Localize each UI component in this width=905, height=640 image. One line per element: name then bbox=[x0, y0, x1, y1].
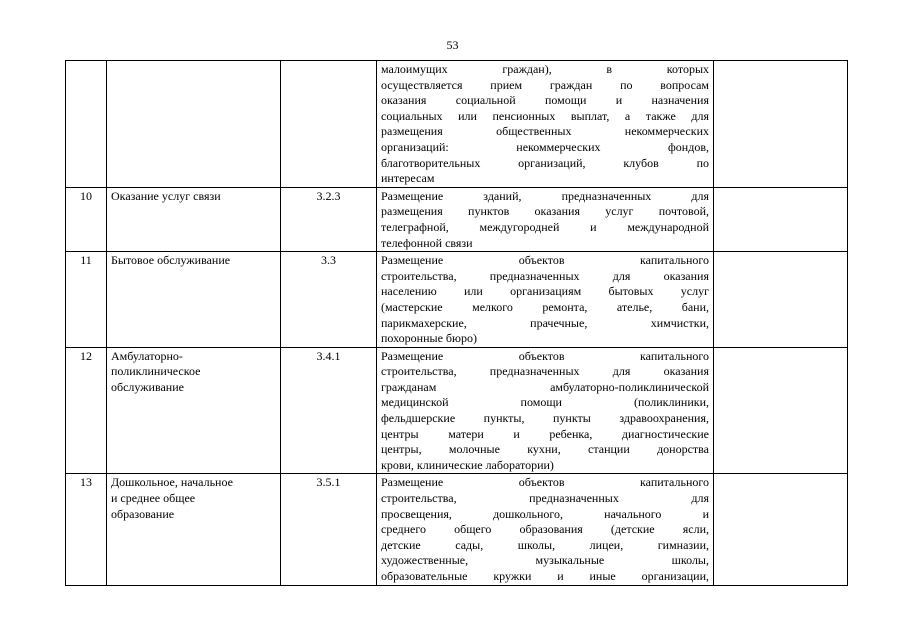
table-row bbox=[66, 474, 848, 585]
notes-cell bbox=[714, 474, 848, 585]
row-number-cell bbox=[66, 61, 107, 188]
description-line: строительства, предназначенных для оказания bbox=[381, 364, 709, 379]
description-line: телеграфной, междугородней и международной bbox=[381, 219, 709, 234]
row-number-cell: 12 bbox=[66, 347, 107, 474]
notes-cell bbox=[714, 252, 848, 348]
row-number-cell: 10 bbox=[66, 187, 107, 251]
description-cell bbox=[377, 474, 714, 585]
description-line: малоимущих граждан), в которых bbox=[381, 62, 709, 76]
use-type-name-line: обслуживание bbox=[111, 379, 184, 394]
description-line: образовательные кружки и иные организации, bbox=[381, 569, 709, 583]
description-line: размещения общественных некоммерческих bbox=[381, 124, 709, 139]
use-type-name-line: поликлиническое bbox=[111, 364, 201, 379]
description-line: просвещения, дошкольного, начального и bbox=[381, 506, 709, 521]
description-cell bbox=[377, 187, 714, 251]
description-line: социальных или пенсионных выплат, а также для bbox=[381, 108, 709, 123]
table-row bbox=[66, 347, 848, 474]
use-type-name-line: Амбулаторно- bbox=[111, 348, 183, 363]
description-cell bbox=[377, 252, 714, 348]
description-line: крови, клинические лаборатории) bbox=[381, 457, 554, 472]
description-line: фельдшерские пункты, пункты здравоохранения, bbox=[381, 411, 709, 426]
use-type-name-cell bbox=[107, 347, 281, 474]
table-body bbox=[66, 61, 848, 586]
table-row bbox=[66, 187, 848, 251]
description-line: детские сады, школы, лицеи, гимназии, bbox=[381, 537, 709, 552]
classifier-code-cell bbox=[281, 61, 377, 188]
description-line: телефонной связи bbox=[381, 235, 473, 250]
description-cell bbox=[377, 61, 714, 188]
description-line: населению или организациям бытовых услуг bbox=[381, 284, 709, 299]
table-row bbox=[66, 61, 848, 188]
description-line: организаций: некоммерческих фондов, bbox=[381, 139, 709, 154]
description-line: оказания социальной помощи и назначения bbox=[381, 93, 709, 108]
description-line: центры, молочные кухни, станции донорства bbox=[381, 442, 709, 457]
description-line: Размещение объектов капитального bbox=[381, 475, 709, 490]
description-line: гражданам амбулаторно-поликлинической bbox=[381, 379, 709, 394]
description-line: медицинской помощи (поликлиники, bbox=[381, 395, 709, 410]
description-line: благотворительных организаций, клубов по bbox=[381, 155, 709, 170]
use-type-name-cell bbox=[107, 61, 281, 188]
classifier-code-cell: 3.4.1 bbox=[281, 347, 377, 474]
description-line: среднего общего образования (детские ясли, bbox=[381, 522, 709, 537]
description-line: осуществляется прием граждан по вопросам bbox=[381, 77, 709, 92]
description-line: парикмахерские, прачечные, химчистки, bbox=[381, 315, 709, 330]
use-type-name-line: и среднее общее bbox=[111, 491, 196, 506]
description-line: Размещение объектов капитального bbox=[381, 253, 709, 268]
table-row bbox=[66, 252, 848, 348]
use-type-name-cell bbox=[107, 474, 281, 585]
classifier-code-cell: 3.2.3 bbox=[281, 187, 377, 251]
description-line: размещения пунктов оказания услуг почтовой, bbox=[381, 204, 709, 219]
description-line: строительства, предназначенных для оказания bbox=[381, 268, 709, 283]
description-line: центры матери и ребенка, диагностические bbox=[381, 426, 709, 441]
use-type-name-cell: Оказание услуг связи bbox=[107, 187, 281, 251]
classifier-code-cell: 3.3 bbox=[281, 252, 377, 348]
land-use-table bbox=[65, 60, 848, 586]
page-number: 53 bbox=[446, 38, 459, 52]
use-type-name-line: Дошкольное, начальное bbox=[111, 475, 233, 490]
notes-cell bbox=[714, 187, 848, 251]
description-line: Размещение объектов капитального bbox=[381, 348, 709, 363]
row-number-cell: 13 bbox=[66, 474, 107, 585]
description-line: строительства, предназначенных для bbox=[381, 491, 709, 506]
use-type-name-cell: Бытовое обслуживание bbox=[107, 252, 281, 348]
description-line: похоронные бюро) bbox=[381, 331, 477, 346]
description-line: (мастерские мелкого ремонта, ателье, бани, bbox=[381, 299, 709, 314]
classifier-code-cell: 3.5.1 bbox=[281, 474, 377, 585]
description-cell bbox=[377, 347, 714, 474]
notes-cell bbox=[714, 61, 848, 188]
description-line: интересам bbox=[381, 171, 435, 186]
row-number-cell: 11 bbox=[66, 252, 107, 348]
notes-cell bbox=[714, 347, 848, 474]
description-line: художественные, музыкальные школы, bbox=[381, 553, 709, 568]
description-line: Размещение зданий, предназначенных для bbox=[381, 188, 709, 203]
use-type-name-line: образование bbox=[111, 506, 175, 521]
